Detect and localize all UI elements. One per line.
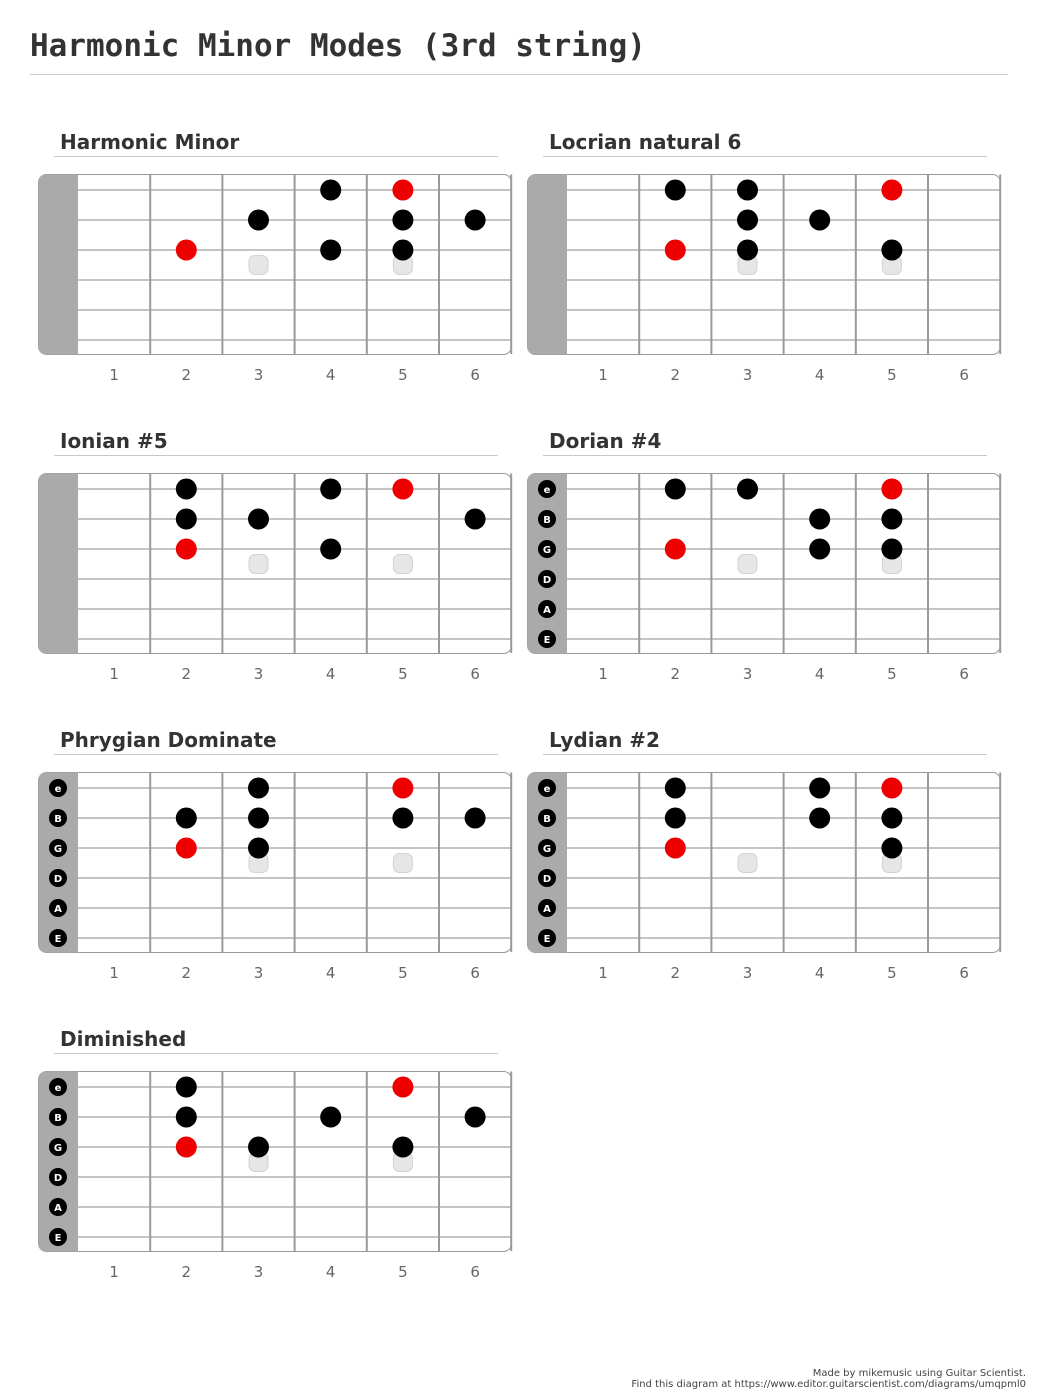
scale-note[interactable] <box>665 808 686 829</box>
footer-link[interactable]: Find this diagram at https://www.editor.guitarscientist.com/diagrams/umqpml0 <box>631 1379 1026 1390</box>
string-label-text: G <box>53 844 63 855</box>
fretboard-diagram <box>38 728 518 988</box>
fret-number: 2 <box>181 1263 192 1281</box>
diagram-title: Lydian #2 <box>549 728 660 752</box>
nut <box>528 175 568 355</box>
nut <box>39 474 79 654</box>
scale-note[interactable] <box>465 210 486 231</box>
string-label <box>49 929 67 947</box>
scale-note[interactable] <box>809 778 830 799</box>
fretboard-diagram <box>527 130 1007 390</box>
scale-note[interactable] <box>665 778 686 799</box>
fret-number: 2 <box>670 964 681 982</box>
fretboard <box>527 772 1002 954</box>
diagram-title-divider <box>543 754 987 755</box>
string-label <box>49 1228 67 1246</box>
scale-note[interactable] <box>465 1107 486 1128</box>
nut <box>39 773 79 953</box>
string-label <box>49 869 67 887</box>
string-label <box>49 809 67 827</box>
root-note[interactable] <box>176 539 197 560</box>
fret-number: 2 <box>670 366 681 384</box>
nut <box>528 474 568 654</box>
scale-note[interactable] <box>737 210 758 231</box>
fretboard-frame <box>528 474 1001 654</box>
root-note[interactable] <box>392 1077 413 1098</box>
scale-note[interactable] <box>320 180 341 201</box>
root-note[interactable] <box>665 240 686 261</box>
fretboard-frame <box>528 175 1001 355</box>
diagram-title-divider <box>54 156 498 157</box>
scale-note[interactable] <box>392 240 413 261</box>
page-title: Harmonic Minor Modes (3rd string) <box>30 28 646 64</box>
fret-number: 3 <box>253 366 264 384</box>
string-label <box>538 630 556 648</box>
string-label-text: e <box>54 784 62 795</box>
title-divider <box>30 74 1008 75</box>
scale-note[interactable] <box>881 240 902 261</box>
fret-number: 5 <box>398 665 408 683</box>
root-note[interactable] <box>665 838 686 859</box>
fret-number: 6 <box>470 1263 480 1281</box>
fret-number: 1 <box>598 665 608 683</box>
position-marker <box>393 555 412 574</box>
position-marker <box>249 555 268 574</box>
scale-note[interactable] <box>809 808 830 829</box>
scale-note[interactable] <box>737 479 758 500</box>
fretboard <box>38 1071 513 1253</box>
string-label <box>538 510 556 528</box>
fretboard <box>527 473 1002 655</box>
fret-numbers <box>38 665 513 685</box>
root-note[interactable] <box>881 180 902 201</box>
string-label-text: D <box>542 575 552 586</box>
root-note[interactable] <box>665 539 686 560</box>
scale-note[interactable] <box>248 808 269 829</box>
nut <box>39 175 79 355</box>
fretboard-frame <box>528 773 1001 953</box>
fret-number: 3 <box>742 665 753 683</box>
scale-note[interactable] <box>320 1107 341 1128</box>
fret-number: 2 <box>670 665 681 683</box>
string-label-text: e <box>543 784 551 795</box>
footer <box>631 1368 1026 1390</box>
scale-note[interactable] <box>809 210 830 231</box>
diagram-title: Dorian #4 <box>549 429 662 453</box>
scale-note[interactable] <box>809 509 830 530</box>
fret-number: 6 <box>470 665 480 683</box>
fret-number: 4 <box>325 665 336 683</box>
string-label-text: e <box>543 485 551 496</box>
fret-number: 3 <box>742 366 753 384</box>
scale-note[interactable] <box>176 808 197 829</box>
fret-number: 6 <box>959 366 969 384</box>
scale-note[interactable] <box>881 509 902 530</box>
root-note[interactable] <box>176 838 197 859</box>
fret-number: 4 <box>814 665 825 683</box>
string-label <box>538 929 556 947</box>
string-label-text: A <box>543 904 551 915</box>
scale-note[interactable] <box>881 808 902 829</box>
string-label <box>538 779 556 797</box>
fret-number: 1 <box>109 1263 119 1281</box>
fret-number: 2 <box>181 366 192 384</box>
scale-note[interactable] <box>881 539 902 560</box>
position-marker <box>393 854 412 873</box>
root-note[interactable] <box>392 180 413 201</box>
fretboard-frame <box>39 773 512 953</box>
string-label <box>49 1168 67 1186</box>
diagram-title: Phrygian Dominate <box>60 728 277 752</box>
string-label-text: A <box>54 1203 62 1214</box>
scale-note[interactable] <box>392 808 413 829</box>
string-label <box>538 869 556 887</box>
fretboard <box>38 772 513 954</box>
string-label-text: A <box>543 605 551 616</box>
scale-note[interactable] <box>320 240 341 261</box>
root-note[interactable] <box>392 778 413 799</box>
string-label <box>49 839 67 857</box>
string-label-text: G <box>542 545 552 556</box>
nut <box>39 1072 79 1252</box>
diagram-title: Ionian #5 <box>60 429 168 453</box>
fret-number: 1 <box>598 964 608 982</box>
fret-numbers <box>527 964 1002 984</box>
string-label-text: B <box>543 814 551 825</box>
scale-note[interactable] <box>881 838 902 859</box>
string-label <box>538 480 556 498</box>
fret-number: 3 <box>253 964 264 982</box>
diagram-title-divider <box>54 1053 498 1054</box>
string-label <box>538 600 556 618</box>
fretboard-frame <box>39 474 512 654</box>
fret-number: 2 <box>181 964 192 982</box>
fret-number: 3 <box>253 1263 264 1281</box>
scale-note[interactable] <box>248 509 269 530</box>
fret-number: 1 <box>109 964 119 982</box>
string-label-text: B <box>54 814 62 825</box>
fret-number: 2 <box>181 665 192 683</box>
scale-note[interactable] <box>392 1137 413 1158</box>
position-marker <box>738 555 757 574</box>
string-label-text: E <box>54 1233 62 1244</box>
diagram-title: Locrian natural 6 <box>549 130 742 154</box>
scale-note[interactable] <box>320 479 341 500</box>
nut <box>528 773 568 953</box>
string-label <box>49 779 67 797</box>
scale-note[interactable] <box>248 1137 269 1158</box>
scale-note[interactable] <box>248 778 269 799</box>
fretboard-frame <box>39 175 512 355</box>
diagram-title-divider <box>54 754 498 755</box>
fret-number: 4 <box>814 964 825 982</box>
root-note[interactable] <box>881 778 902 799</box>
fretboard <box>527 174 1002 356</box>
root-note[interactable] <box>881 479 902 500</box>
fretboard-diagram <box>527 429 1007 689</box>
string-label-text: E <box>54 934 62 945</box>
string-label <box>49 1198 67 1216</box>
fret-number: 6 <box>959 665 969 683</box>
position-marker <box>738 854 757 873</box>
scale-note[interactable] <box>737 240 758 261</box>
fret-number: 6 <box>470 366 480 384</box>
string-label <box>49 1078 67 1096</box>
fret-number: 4 <box>325 1263 336 1281</box>
fret-number: 6 <box>959 964 969 982</box>
fret-number: 4 <box>325 964 336 982</box>
scale-note[interactable] <box>737 180 758 201</box>
fret-number: 5 <box>887 665 897 683</box>
string-label <box>49 899 67 917</box>
scale-note[interactable] <box>248 838 269 859</box>
string-label <box>49 1138 67 1156</box>
fret-number: 6 <box>470 964 480 982</box>
fret-numbers <box>38 964 513 984</box>
fret-number: 1 <box>598 366 608 384</box>
scale-note[interactable] <box>392 210 413 231</box>
fretboard-diagram <box>38 130 518 390</box>
fretboard <box>38 174 513 356</box>
diagram-title-divider <box>543 156 987 157</box>
string-label-text: E <box>543 934 551 945</box>
string-label-text: e <box>54 1083 62 1094</box>
fret-numbers <box>527 366 1002 386</box>
string-label-text: D <box>53 874 63 885</box>
scale-note[interactable] <box>248 210 269 231</box>
fret-number: 5 <box>398 366 408 384</box>
fret-number: 4 <box>814 366 825 384</box>
root-note[interactable] <box>176 240 197 261</box>
scale-note[interactable] <box>665 180 686 201</box>
string-label-text: D <box>53 1173 63 1184</box>
footer-credit: Made by mikemusic using Guitar Scientist. <box>812 1368 1026 1379</box>
root-note[interactable] <box>392 479 413 500</box>
fretboard-diagram <box>38 429 518 689</box>
scale-note[interactable] <box>465 509 486 530</box>
fret-number: 1 <box>109 366 119 384</box>
scale-note[interactable] <box>176 1107 197 1128</box>
fret-number: 5 <box>398 1263 408 1281</box>
diagram-title: Diminished <box>60 1027 187 1051</box>
string-label <box>538 540 556 558</box>
diagram-title-divider <box>543 455 987 456</box>
string-label-text: B <box>54 1113 62 1124</box>
string-label <box>538 570 556 588</box>
fret-number: 5 <box>887 366 897 384</box>
fretboard-diagram <box>38 1027 518 1287</box>
string-label-text: E <box>543 635 551 646</box>
scale-note[interactable] <box>320 539 341 560</box>
string-label <box>538 839 556 857</box>
fret-number: 4 <box>325 366 336 384</box>
root-note[interactable] <box>176 1137 197 1158</box>
scale-note[interactable] <box>176 509 197 530</box>
scale-note[interactable] <box>665 479 686 500</box>
scale-note[interactable] <box>465 808 486 829</box>
diagram-title: Harmonic Minor <box>60 130 240 154</box>
fretboard-diagram <box>527 728 1007 988</box>
fret-number: 5 <box>398 964 408 982</box>
string-label-text: A <box>54 904 62 915</box>
scale-note[interactable] <box>176 479 197 500</box>
fret-number: 5 <box>887 964 897 982</box>
string-label-text: G <box>53 1143 63 1154</box>
scale-note[interactable] <box>809 539 830 560</box>
fret-number: 1 <box>109 665 119 683</box>
string-label-text: D <box>542 874 552 885</box>
diagram-title-divider <box>54 455 498 456</box>
fret-numbers <box>527 665 1002 685</box>
fret-number: 3 <box>742 964 753 982</box>
string-label <box>538 899 556 917</box>
string-label-text: B <box>543 515 551 526</box>
fret-numbers <box>38 1263 513 1283</box>
fretboard-frame <box>39 1072 512 1252</box>
fret-number: 3 <box>253 665 264 683</box>
string-label-text: G <box>542 844 552 855</box>
string-label <box>538 809 556 827</box>
fretboard <box>38 473 513 655</box>
fret-numbers <box>38 366 513 386</box>
position-marker <box>249 256 268 275</box>
scale-note[interactable] <box>176 1077 197 1098</box>
string-label <box>49 1108 67 1126</box>
